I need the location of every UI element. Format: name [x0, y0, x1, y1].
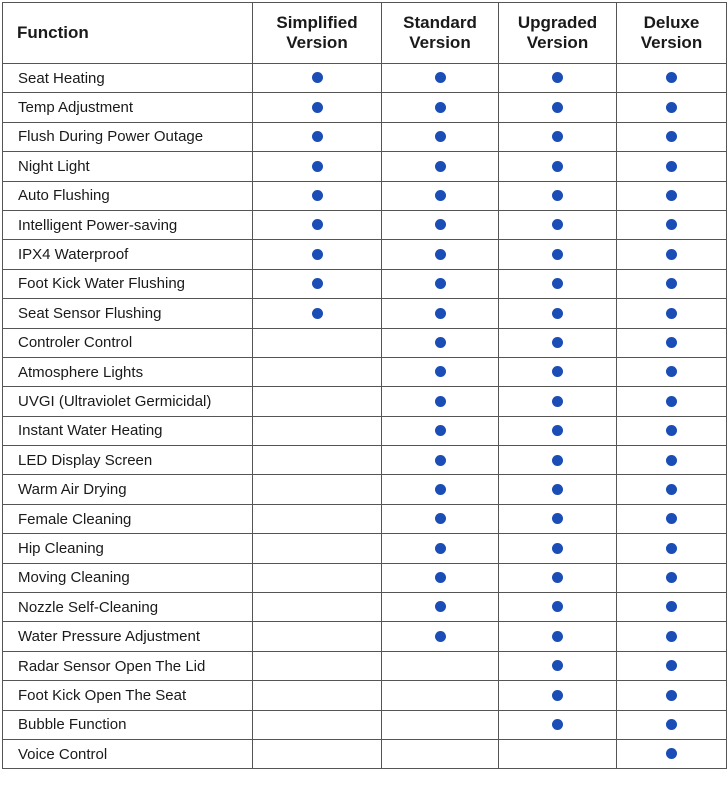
standard-cell: [382, 563, 499, 592]
header-line: Deluxe: [643, 13, 700, 32]
simplified-cell: [253, 446, 382, 475]
upgraded-cell: [499, 299, 617, 328]
included-dot-icon: [552, 425, 563, 436]
included-dot-icon: [666, 543, 677, 554]
deluxe-cell: [617, 181, 727, 210]
simplified-cell: [253, 563, 382, 592]
upgraded-cell: [499, 710, 617, 739]
upgraded-cell: [499, 387, 617, 416]
deluxe-cell: [617, 622, 727, 651]
function-column-header: Function: [3, 3, 253, 64]
included-dot-icon: [552, 278, 563, 289]
included-dot-icon: [666, 455, 677, 466]
simplified-cell: [253, 416, 382, 445]
standard-cell: [382, 269, 499, 298]
included-dot-icon: [666, 190, 677, 201]
table-row: [3, 504, 727, 533]
simplified-cell: [253, 93, 382, 122]
standard-cell: [382, 534, 499, 563]
deluxe-cell: [617, 475, 727, 504]
included-dot-icon: [552, 455, 563, 466]
included-dot-icon: [552, 308, 563, 319]
function-name: Voice Control: [3, 739, 253, 768]
standard-cell: [382, 475, 499, 504]
simplified-cell: [253, 299, 382, 328]
included-dot-icon: [552, 337, 563, 348]
included-dot-icon: [312, 72, 323, 83]
deluxe-cell: [617, 710, 727, 739]
included-dot-icon: [312, 278, 323, 289]
included-dot-icon: [666, 308, 677, 319]
function-name: Instant Water Heating: [3, 416, 253, 445]
deluxe-cell: [617, 739, 727, 768]
deluxe-cell: [617, 357, 727, 386]
included-dot-icon: [666, 748, 677, 759]
upgraded-cell: [499, 93, 617, 122]
deluxe-cell: [617, 651, 727, 680]
deluxe-cell: [617, 269, 727, 298]
included-dot-icon: [552, 131, 563, 142]
simplified-cell: [253, 64, 382, 93]
simplified-cell: [253, 504, 382, 533]
function-name: Moving Cleaning: [3, 563, 253, 592]
simplified-cell: [253, 475, 382, 504]
simplified-cell: [253, 681, 382, 710]
included-dot-icon: [312, 249, 323, 260]
header-line: Upgraded: [517, 13, 598, 32]
deluxe-cell: [617, 93, 727, 122]
included-dot-icon: [435, 513, 446, 524]
standard-cell: [382, 739, 499, 768]
included-dot-icon: [552, 690, 563, 701]
included-dot-icon: [666, 72, 677, 83]
function-name: UVGI (Ultraviolet Germicidal): [3, 387, 253, 416]
included-dot-icon: [312, 161, 323, 172]
included-dot-icon: [552, 72, 563, 83]
header-line: Simplified: [276, 13, 358, 32]
included-dot-icon: [552, 249, 563, 260]
standard-cell: [382, 416, 499, 445]
table-row: [3, 563, 727, 592]
simplified-cell: [253, 210, 382, 239]
simplified-cell: [253, 357, 382, 386]
table-row: [3, 710, 727, 739]
included-dot-icon: [666, 690, 677, 701]
standard-cell: [382, 64, 499, 93]
simplified-cell: [253, 593, 382, 622]
deluxe-cell: [617, 152, 727, 181]
included-dot-icon: [666, 601, 677, 612]
table-row: [3, 534, 727, 563]
included-dot-icon: [435, 249, 446, 260]
upgraded-version-header: [499, 3, 617, 64]
included-dot-icon: [435, 366, 446, 377]
upgraded-cell: [499, 357, 617, 386]
included-dot-icon: [666, 337, 677, 348]
standard-cell: [382, 93, 499, 122]
table-row: [3, 328, 727, 357]
table-row: [3, 593, 727, 622]
table-row: [3, 269, 727, 298]
deluxe-cell: [617, 446, 727, 475]
upgraded-cell: [499, 210, 617, 239]
included-dot-icon: [666, 366, 677, 377]
function-name: Seat Heating: [3, 64, 253, 93]
included-dot-icon: [666, 102, 677, 113]
header-line: Version: [286, 33, 348, 52]
included-dot-icon: [552, 161, 563, 172]
included-dot-icon: [666, 425, 677, 436]
function-name: Nozzle Self-Cleaning: [3, 593, 253, 622]
upgraded-cell: [499, 622, 617, 651]
standard-cell: [382, 357, 499, 386]
included-dot-icon: [435, 161, 446, 172]
function-name: Seat Sensor Flushing: [3, 299, 253, 328]
deluxe-cell: [617, 416, 727, 445]
included-dot-icon: [435, 425, 446, 436]
included-dot-icon: [312, 308, 323, 319]
function-name: Warm Air Drying: [3, 475, 253, 504]
table-row: [3, 681, 727, 710]
deluxe-cell: [617, 210, 727, 239]
standard-version-header: [382, 3, 499, 64]
standard-cell: [382, 299, 499, 328]
table-row: [3, 181, 727, 210]
included-dot-icon: [312, 102, 323, 113]
upgraded-cell: [499, 240, 617, 269]
included-dot-icon: [666, 131, 677, 142]
table-row: [3, 122, 727, 151]
simplified-cell: [253, 651, 382, 680]
included-dot-icon: [435, 572, 446, 583]
header-line: Standard: [403, 13, 477, 32]
standard-cell: [382, 210, 499, 239]
deluxe-cell: [617, 681, 727, 710]
upgraded-cell: [499, 534, 617, 563]
simplified-cell: [253, 328, 382, 357]
included-dot-icon: [435, 543, 446, 554]
standard-cell: [382, 240, 499, 269]
simplified-cell: [253, 269, 382, 298]
included-dot-icon: [666, 719, 677, 730]
standard-cell: [382, 446, 499, 475]
table-header: [3, 3, 727, 64]
function-name: Radar Sensor Open The Lid: [3, 651, 253, 680]
table-row: [3, 739, 727, 768]
upgraded-cell: [499, 181, 617, 210]
included-dot-icon: [552, 543, 563, 554]
included-dot-icon: [435, 278, 446, 289]
deluxe-cell: [617, 387, 727, 416]
upgraded-cell: [499, 269, 617, 298]
upgraded-cell: [499, 593, 617, 622]
included-dot-icon: [666, 572, 677, 583]
function-name: Temp Adjustment: [3, 93, 253, 122]
simplified-cell: [253, 387, 382, 416]
standard-cell: [382, 328, 499, 357]
included-dot-icon: [552, 102, 563, 113]
standard-cell: [382, 651, 499, 680]
included-dot-icon: [666, 631, 677, 642]
table-row: [3, 416, 727, 445]
upgraded-cell: [499, 681, 617, 710]
standard-cell: [382, 387, 499, 416]
deluxe-cell: [617, 563, 727, 592]
simplified-cell: [253, 622, 382, 651]
function-name: Foot Kick Open The Seat: [3, 681, 253, 710]
included-dot-icon: [312, 131, 323, 142]
included-dot-icon: [552, 719, 563, 730]
included-dot-icon: [435, 396, 446, 407]
upgraded-cell: [499, 563, 617, 592]
included-dot-icon: [666, 396, 677, 407]
deluxe-cell: [617, 240, 727, 269]
deluxe-cell: [617, 504, 727, 533]
included-dot-icon: [666, 513, 677, 524]
upgraded-cell: [499, 64, 617, 93]
function-name: Water Pressure Adjustment: [3, 622, 253, 651]
table-row: [3, 299, 727, 328]
included-dot-icon: [666, 660, 677, 671]
upgraded-cell: [499, 739, 617, 768]
included-dot-icon: [552, 396, 563, 407]
deluxe-cell: [617, 534, 727, 563]
included-dot-icon: [666, 278, 677, 289]
included-dot-icon: [666, 161, 677, 172]
table-row: [3, 93, 727, 122]
standard-cell: [382, 504, 499, 533]
included-dot-icon: [312, 190, 323, 201]
included-dot-icon: [666, 249, 677, 260]
simplified-version-header: [253, 3, 382, 64]
included-dot-icon: [552, 484, 563, 495]
function-name: Flush During Power Outage: [3, 122, 253, 151]
function-name: Night Light: [3, 152, 253, 181]
standard-cell: [382, 622, 499, 651]
included-dot-icon: [435, 601, 446, 612]
included-dot-icon: [435, 308, 446, 319]
included-dot-icon: [435, 72, 446, 83]
included-dot-icon: [666, 484, 677, 495]
upgraded-cell: [499, 152, 617, 181]
table-row: [3, 622, 727, 651]
simplified-cell: [253, 181, 382, 210]
function-name: Auto Flushing: [3, 181, 253, 210]
upgraded-cell: [499, 475, 617, 504]
included-dot-icon: [435, 455, 446, 466]
included-dot-icon: [435, 102, 446, 113]
table-row: [3, 64, 727, 93]
function-name: Female Cleaning: [3, 504, 253, 533]
simplified-cell: [253, 240, 382, 269]
table-row: [3, 446, 727, 475]
simplified-cell: [253, 152, 382, 181]
included-dot-icon: [435, 484, 446, 495]
upgraded-cell: [499, 328, 617, 357]
included-dot-icon: [552, 631, 563, 642]
upgraded-cell: [499, 416, 617, 445]
standard-cell: [382, 152, 499, 181]
header-line: Version: [409, 33, 471, 52]
deluxe-version-header: [617, 3, 727, 64]
standard-cell: [382, 710, 499, 739]
table-row: [3, 240, 727, 269]
table-body: [3, 64, 727, 769]
simplified-cell: [253, 122, 382, 151]
table-row: [3, 387, 727, 416]
standard-cell: [382, 122, 499, 151]
included-dot-icon: [552, 660, 563, 671]
included-dot-icon: [435, 631, 446, 642]
included-dot-icon: [552, 366, 563, 377]
header-line: Version: [640, 33, 703, 52]
included-dot-icon: [435, 219, 446, 230]
function-name: Controler Control: [3, 328, 253, 357]
included-dot-icon: [552, 601, 563, 612]
function-name: Foot Kick Water Flushing: [3, 269, 253, 298]
simplified-cell: [253, 710, 382, 739]
simplified-cell: [253, 534, 382, 563]
included-dot-icon: [552, 572, 563, 583]
upgraded-cell: [499, 504, 617, 533]
function-name: Intelligent Power-saving: [3, 210, 253, 239]
deluxe-cell: [617, 593, 727, 622]
table-row: [3, 210, 727, 239]
header-row: [3, 3, 727, 64]
table-row: [3, 651, 727, 680]
table-row: [3, 475, 727, 504]
function-name: LED Display Screen: [3, 446, 253, 475]
included-dot-icon: [552, 513, 563, 524]
function-name: Hip Cleaning: [3, 534, 253, 563]
standard-cell: [382, 181, 499, 210]
included-dot-icon: [312, 219, 323, 230]
simplified-cell: [253, 739, 382, 768]
upgraded-cell: [499, 122, 617, 151]
included-dot-icon: [435, 131, 446, 142]
header-line: Version: [526, 33, 589, 52]
deluxe-cell: [617, 122, 727, 151]
function-name: Bubble Function: [3, 710, 253, 739]
included-dot-icon: [435, 190, 446, 201]
table-row: [3, 357, 727, 386]
included-dot-icon: [552, 190, 563, 201]
included-dot-icon: [435, 337, 446, 348]
deluxe-cell: [617, 328, 727, 357]
deluxe-cell: [617, 299, 727, 328]
deluxe-cell: [617, 64, 727, 93]
included-dot-icon: [552, 219, 563, 230]
standard-cell: [382, 681, 499, 710]
function-name: IPX4 Waterproof: [3, 240, 253, 269]
included-dot-icon: [666, 219, 677, 230]
upgraded-cell: [499, 651, 617, 680]
function-name: Atmosphere Lights: [3, 357, 253, 386]
upgraded-cell: [499, 446, 617, 475]
table-row: [3, 152, 727, 181]
comparison-table: [2, 2, 727, 769]
standard-cell: [382, 593, 499, 622]
